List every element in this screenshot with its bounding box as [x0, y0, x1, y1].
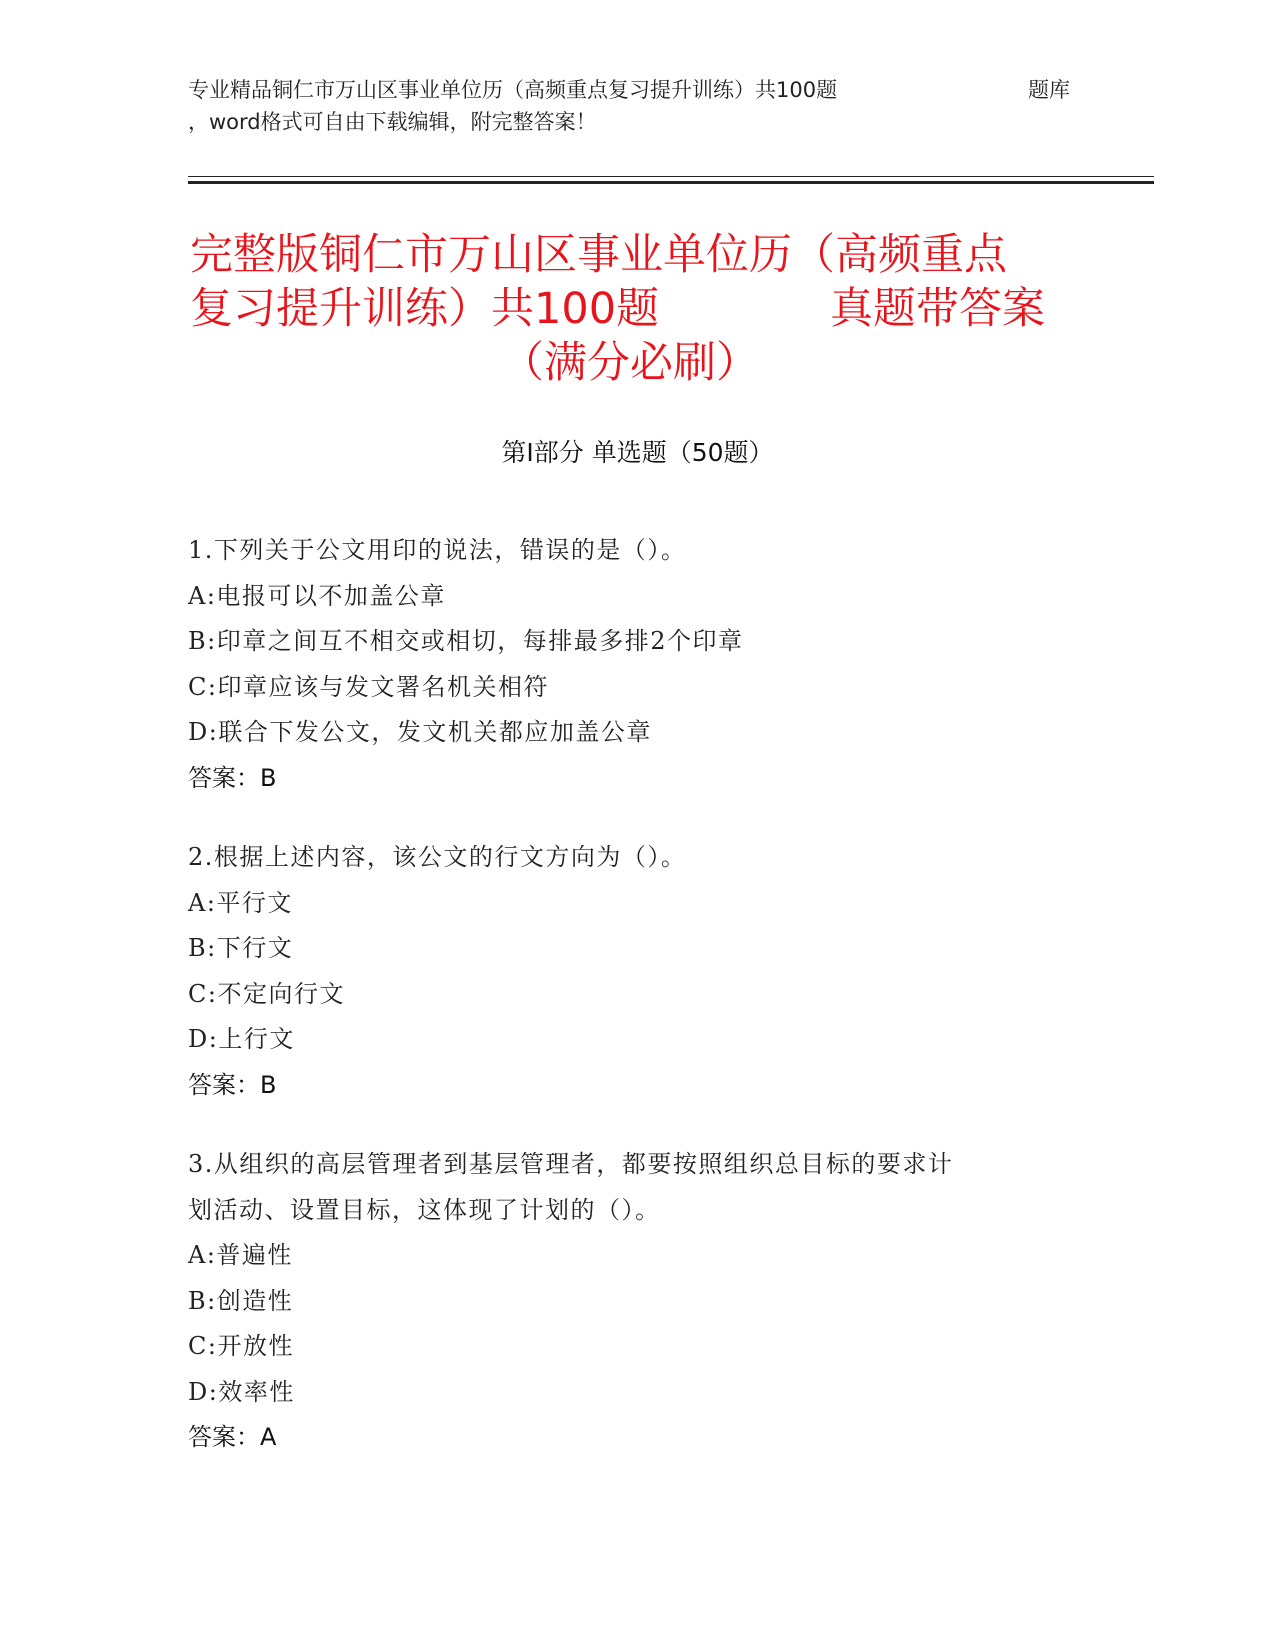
- option-d: D:联合下发公文，发文机关都应加盖公章: [188, 718, 652, 746]
- question-stem: 1.下列关于公文用印的说法，错误的是（）。: [188, 536, 687, 564]
- question-item: [188, 835, 1088, 1108]
- section-heading: 第Ⅰ部分 单选题（50题）: [501, 438, 774, 467]
- header-title-right: 题库: [1028, 78, 1070, 102]
- answer-line: 答案：B: [188, 763, 277, 792]
- header-line-2: ，word格式可自由下载编辑，附完整答案！: [188, 110, 597, 134]
- option-d: D:上行文: [188, 1025, 295, 1053]
- answer-line: 答案：B: [188, 1070, 277, 1099]
- document-title: [190, 228, 1090, 390]
- question-stem: 3.从组织的高层管理者到基层管理者，都要按照组织总目标的要求计: [188, 1150, 954, 1178]
- option-b: B:印章之间互不相交或相切，每排最多排2个印章: [188, 627, 744, 655]
- option-a: A:普遍性: [188, 1241, 293, 1269]
- header-title-left: 专业精品铜仁市万山区事业单位历（高频重点复习提升训练）共100题: [188, 78, 838, 102]
- answer-line: 答案：A: [188, 1423, 277, 1451]
- question-list: [188, 528, 1088, 1495]
- question-stem: 2.根据上述内容，该公文的行文方向为（）。: [188, 843, 687, 871]
- option-b: B:下行文: [188, 934, 294, 962]
- question-item: [188, 528, 1088, 801]
- title-line-2-right: 真题带答案: [830, 284, 1045, 334]
- option-c: C:开放性: [188, 1332, 294, 1360]
- title-line-3: （满分必刷）: [501, 338, 759, 388]
- question-item: [188, 1142, 1088, 1461]
- header-divider-thin: [188, 176, 1154, 177]
- question-stem-continued: 划活动、设置目标，这体现了计划的（）。: [188, 1195, 661, 1224]
- header-line-1: [188, 74, 1088, 106]
- option-a: A:电报可以不加盖公章: [188, 581, 446, 610]
- page-header: [188, 74, 1088, 138]
- option-a: A:平行文: [188, 888, 293, 917]
- option-c: C:不定向行文: [188, 979, 345, 1008]
- option-d: D:效率性: [188, 1377, 295, 1406]
- title-line-2: [190, 282, 1090, 336]
- option-b: B:创造性: [188, 1286, 294, 1315]
- title-line-1: 完整版铜仁市万山区事业单位历（高频重点: [190, 230, 1007, 280]
- title-line-2-left: 复习提升训练）共100题: [190, 284, 660, 334]
- option-c: C:印章应该与发文署名机关相符: [188, 672, 549, 701]
- header-divider-thick: [188, 181, 1154, 184]
